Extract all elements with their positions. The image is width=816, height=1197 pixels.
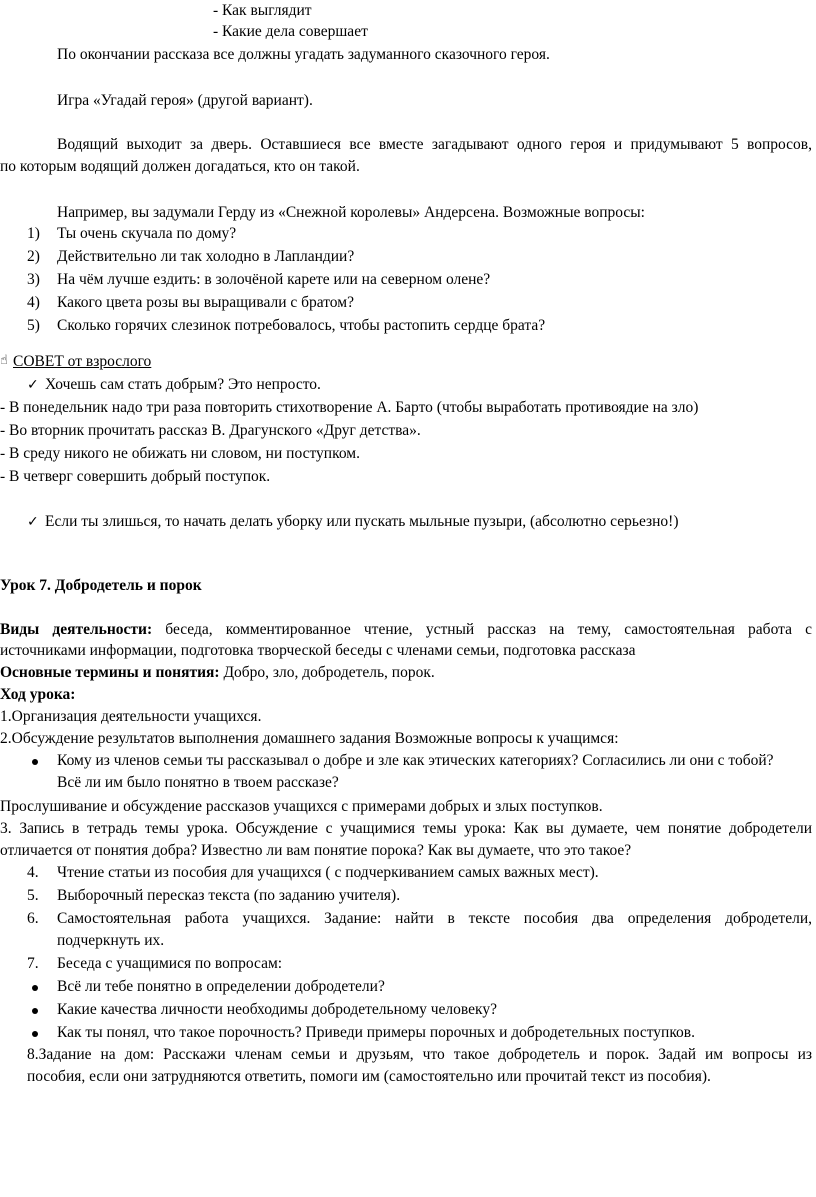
advice-check: Если ты злишься, то начать делать уборку или пускать мыльные пузыри, (абсолютно серьезно!) — [45, 513, 679, 530]
list-item: Ты очень скучала по дому? — [57, 225, 237, 242]
game-title: Игра «Угадай героя» (другой вариант). — [57, 92, 313, 109]
list-item: Кому из членов семьи ты рассказывал о добре и зле как этических категориях? Согласились ли они с тобой? — [57, 752, 774, 769]
bullet-icon — [32, 1031, 38, 1037]
hand-pointer-icon: ☝ — [0, 353, 8, 368]
advice-line: - В четверг совершить добрый поступок. — [0, 468, 271, 485]
list-number: 5. — [27, 887, 39, 904]
list-item: Как ты понял, что такое порочность? Приведи примеры порочных и добродетельных поступков. — [57, 1024, 696, 1041]
check-icon: ✓ — [27, 514, 39, 530]
step: 3. Запись в тетрадь темы урока. Обсуждение с учащимися темы урока: Как вы думаете, чем понятие добродетели — [0, 820, 812, 837]
bullet-icon — [32, 1008, 38, 1014]
lesson-title: Урок 7. Добродетель и порок — [0, 577, 202, 594]
step: отличается от понятия добра? Известно ли вам понятие порока? Как вы думаете, что это такое? — [0, 842, 632, 859]
list-item: Выборочный пересказ текста (по заданию учителя). — [57, 887, 401, 904]
list-item: Всё ли им было понятно в твоем рассказе? — [57, 774, 339, 791]
advice-check: Хочешь сам стать добрым? Это непросто. — [45, 376, 321, 393]
activities-label: Виды деятельности: — [0, 621, 153, 638]
advice-line: - В понедельник надо три раза повторить стихотворение А. Барто (чтобы выработать противоядие на зло) — [0, 399, 699, 416]
list-number: 6. — [27, 910, 39, 927]
advice-title: СОВЕТ от взрослого — [13, 353, 152, 370]
bullet-icon — [32, 985, 38, 991]
paragraph: По окончании рассказа все должны угадать задуманного сказочного героя. — [57, 46, 550, 63]
list-item: Какие качества личности необходимы добродетельному человеку? — [57, 1001, 497, 1018]
list-item: - Какие дела совершает — [213, 23, 368, 40]
list-item: Самостоятельная работа учащихся. Задание: найти в тексте пособия два определения добродетели, — [57, 910, 812, 927]
list-item: Сколько горячих слезинок потребовалось, чтобы растопить сердце брата? — [57, 317, 546, 334]
list-item: На чём лучше ездить: в золочёной карете или на северном олене? — [57, 271, 491, 288]
check-icon: ✓ — [27, 377, 39, 393]
list-number: 2) — [27, 248, 40, 265]
list-number: 5) — [27, 317, 40, 334]
paragraph: Например, вы задумали Герду из «Снежной королевы» Андерсена. Возможные вопросы: — [57, 204, 645, 221]
list-item: Какого цвета розы вы выращивали с братом? — [57, 294, 354, 311]
paragraph: Прослушивание и обсуждение рассказов учащихся с примерами добрых и злых поступков. — [0, 798, 603, 815]
list-number: 4. — [27, 864, 39, 881]
list-number: 3) — [27, 271, 40, 288]
step: 1.Организация деятельности учащихся. — [0, 708, 262, 725]
list-item: Беседа с учащимися по вопросам: — [57, 955, 283, 972]
list-item: - Как выглядит — [213, 2, 312, 19]
bullet-icon — [32, 759, 38, 765]
paragraph — [0, 620, 812, 640]
list-item: Действительно ли так холодно в Лапландии? — [57, 248, 355, 265]
list-number: 1) — [27, 225, 40, 242]
advice-line: - В среду никого не обижать ни словом, ни поступком. — [0, 445, 360, 462]
list-item: Всё ли тебе понятно в определении добродетели? — [57, 978, 385, 995]
paragraph: по которым водящий должен догадаться, кто он такой. — [0, 158, 360, 175]
step: пособия, если они затрудняются ответить, помоги им (самостоятельно или прочитай текст из пособия). — [27, 1068, 711, 1085]
list-item: Чтение статьи из пособия для учащихся ( с подчеркиванием самых важных мест). — [57, 864, 599, 881]
activities-text: беседа, комментированное чтение, устный рассказ на тему, самостоятельная работа с — [165, 621, 812, 638]
step: 8.Задание на дом: Расскажи членам семьи и друзьям, что такое добродетель и порок. Задай им вопросы из — [27, 1046, 812, 1063]
terms-text: Добро, зло, добродетель, порок. — [223, 664, 435, 681]
paragraph: Водящий выходит за дверь. Оставшиеся все вместе загадывают одного героя и придумывают 5 вопросов, — [57, 136, 812, 153]
paragraph — [0, 663, 435, 683]
advice-line: - Во вторник прочитать рассказ В. Драгунского «Друг детства». — [0, 422, 421, 439]
paragraph: источниками информации, подготовка творческой беседы с членами семьи, подготовка рассказа — [0, 642, 636, 659]
course-label: Ход урока: — [0, 686, 76, 703]
terms-label: Основные термины и понятия: — [0, 664, 220, 681]
list-number: 7. — [27, 955, 39, 972]
list-item: подчеркнуть их. — [57, 932, 165, 949]
step: 2.Обсуждение результатов выполнения домашнего задания Возможные вопросы к учащимся: — [0, 730, 619, 747]
list-number: 4) — [27, 294, 40, 311]
